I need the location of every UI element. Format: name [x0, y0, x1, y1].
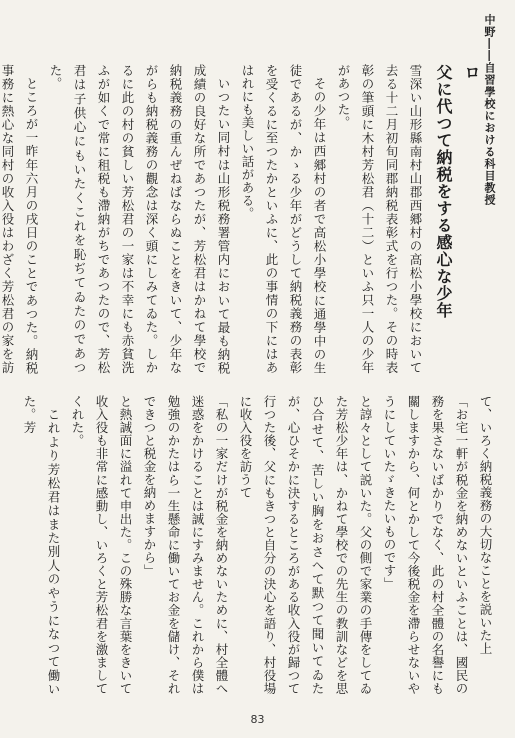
- section-mark: ロ: [462, 64, 481, 80]
- paragraph: と熱誠面に溢れて申出た。この殊勝な言葉をきいて收入役も非常に感動し、いろくと芳松君を激ましてくれた。: [70, 395, 133, 695]
- running-header: 中野――自習學校における科目教授: [483, 14, 496, 206]
- page-number: 83: [250, 713, 265, 726]
- paragraph: ところが一昨年六月の戌日のことであつた。納税事務に熱心な同村の收入役はわざく芳松君の家を訪: [0, 64, 39, 374]
- paragraph: その少年は西郷村の者で高松小學校に通學中の生徒であるが、かゝる少年がどうして納税義務の表彰を受くるに至つたかといふに、此の事情の下にはあはれにも美しい話がある。: [240, 64, 327, 374]
- paragraph: と諄々として説いた。父の側で家業の手傳をしてゐた芳松少年は、かねて學校での先生の教訓などを思ひ合せて、苦しい胸をおさへて默つて聞いてゐたが、心ひそかに決するところがある收入役が歸つて行つた後、父にもきつと自分の決心を語り、村役場に收入役を訪うて: [238, 395, 373, 695]
- paragraph: 雪深い山形縣南村山郡西郷村の高松小學校において去る十二月初旬同郡納税表彰式を行つた。その時表彰の筆頭に木村芳松君（十二）といふ只一人の少年があつた。: [336, 64, 423, 374]
- quote: 「お宅一軒が税金を納めないといふことは、國民の務を果さないばかりでなく、此の村全體の名譽にも關しますから、何とかして今後税金を滯らせないやうにしていたゞきたいものです」: [382, 395, 469, 695]
- paragraph: て、いろく納税義務の大切なことを説いた上: [478, 395, 493, 655]
- paragraph: これより芳松君はまた別人のやうになつて働いた。芳: [22, 395, 61, 695]
- quote: 「私の一家だけが税金を納めないために、村全體へ迷惑をかけることは誠にすみません。これから僕は勉強のかたはら一生懸命に働いてお金を儲け、それできつと税金を納めますから」: [142, 395, 229, 695]
- paragraph: いつたい同村は山形税務署管内において最も納税成績の良好な所であつたが、芳松君はかねて學校で納税義務の重んぜねばならぬことをきいて、少年ながらも納税義務の觀念は深く頭にしみてゐた。しかるに此の村の貧しい芳松君の一家は不幸にも赤貧洗ふが如くで常に租税も滯納がちであつたので、芳松君は子供心にもいたくこれを恥ぢてゐたのであつた。: [48, 64, 231, 374]
- lower-text-block: [22, 395, 497, 695]
- section-heading: 父に代つて納税をする感心な少年: [434, 64, 453, 319]
- upper-text-block: [0, 64, 427, 374]
